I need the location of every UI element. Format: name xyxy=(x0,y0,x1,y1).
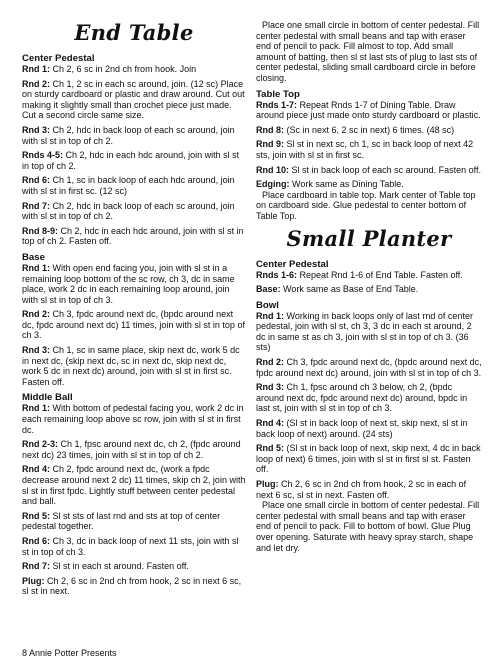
middle-ball-heading: Middle Ball xyxy=(22,392,73,404)
end-table-title: End Table xyxy=(74,20,194,45)
instruction-paragraph: Rnd 4: Ch 2, fpdc around next dc, (work a fpdc decrease around next 2 dc) 11 times, skip ch 2, join with sl st in first fpdc. Lightly stuff between center pedestal and ball. xyxy=(22,464,246,507)
right-column xyxy=(256,20,482,557)
instruction-paragraph: Place cardboard in table top. Mark center of Table top on cardboard side. Glue pedestal to center bottom of Table Top. xyxy=(256,189,476,221)
instruction-paragraph: Rnd 8: (Sc in next 6, 2 sc in next) 6 times. (48 sc) xyxy=(256,124,455,135)
instruction-paragraph: Rnd 6: Ch 1, sc in back loop of each hdc around, join with sl st in first sc. (12 sc) xyxy=(22,175,235,196)
instruction-paragraph: Rnd 2: Ch 3, fpdc around next dc, (bpdc around next dc, fpdc around next dc) 11 times, join with sl st in top of ch 3. xyxy=(22,309,245,341)
instruction-paragraph: Rnds 4-5: Ch 2, hdc in each hdc around, join with sl st in top of ch 2. xyxy=(22,150,240,171)
instruction-paragraph: Rnd 7: Ch 2, hdc in back loop of each sc around, join with sl st in top of ch 2. xyxy=(22,200,235,222)
instruction-paragraph: Rnd 7: Sl st in each st around. Fasten off. xyxy=(22,561,189,572)
instruction-paragraph: Plug: Ch 2, 6 sc in 2nd ch from hook, 2 sc in each of next 6 sc, sl st in next. Fasten off. xyxy=(256,479,467,500)
instruction-paragraph: Rnd 1: With bottom of pedestal facing you, work 2 dc in each remaining loop above sc row, join with sl st in first dc. xyxy=(22,403,244,435)
instruction-paragraph: Rnd 8-9: Ch 2, hdc in each hdc around, join with sl st in top of ch 2. Fasten off. xyxy=(22,225,244,247)
instruction-paragraph: Rnd 2: Ch 3, fpdc around next dc, (bpdc around next dc, fpdc around next dc) around, join with sl st in top of ch 3. xyxy=(256,357,482,378)
table-top-heading: Table Top xyxy=(256,88,300,100)
center-pedestal-heading: Center Pedestal xyxy=(22,53,95,64)
instruction-paragraph: Rnds 1-6: Repeat Rnd 1-6 of End Table. Fasten off. xyxy=(256,269,463,280)
bowl-heading: Bowl xyxy=(256,299,279,311)
instruction-paragraph: Edging: Work same as Dining Table. xyxy=(256,179,404,190)
instruction-paragraph: Rnd 4: (Sl st in back loop of next st, skip next, sl st in back loop of next) around. (24 sts) xyxy=(256,418,468,439)
instruction-paragraph: Rnd 10: Sl st in back loop of each sc around. Fasten off. xyxy=(256,164,481,175)
instruction-paragraph: Rnd 1: Working in back loops only of last rnd of center pedestal, join with sl st, ch 3, 3 dc in each st around, 2 dc in same st as ch 3, join with sl st in top of ch 3. (36 sts) xyxy=(256,310,473,353)
instruction-paragraph: Rnd 2-3: Ch 1, fpsc around next dc, ch 2, (fpdc around next dc) 23 times, join with sl st in top of ch 2. xyxy=(22,439,241,460)
instruction-paragraph: Plug: Ch 2, 6 sc in 2nd ch from hook, 2 sc in next 6 sc, sl st in next. xyxy=(22,575,242,597)
small-planter-title: Small Planter xyxy=(286,225,452,251)
instruction-paragraph: Rnds 1-7: Repeat Rnds 1-7 of Dining Table. Draw around piece just made onto sturdy cardboard or plastic. xyxy=(256,99,481,121)
instruction-paragraph: Rnd 3: Ch 1, sc in same place, skip next dc, work 5 dc in next dc, (skip next dc, sc in next dc, skip next dc, work 5 dc in next dc) around, join with sl st in first sc. Fasten off. xyxy=(22,345,240,387)
center-pedestal-heading: Center Pedestal xyxy=(256,258,329,270)
instruction-paragraph: Place one small circle in bottom of center pedestal. Fill center pedestal with small beans and tap with eraser end of pencil to pack. Fill to bottom of bowl. Glue Plug over opening. Saturate with heavy spray starch, shape and let dry. xyxy=(256,500,480,553)
instruction-paragraph: Place one small circle in bottom of center pedestal. Fill center pedestal with small beans and tap with eraser end of pencil to pack. Fill almost to top. Add small amount of batting, then sl st last sts of plug to last sts of center pedestal, sliding small cardboard circle in before closing. xyxy=(256,20,480,83)
instruction-paragraph: Rnd 5: (Sl st in back loop of next, skip next, 4 dc in back loop of next) 6 times, join with sl st in first sl st. Fasten off. xyxy=(256,443,481,475)
instruction-paragraph: Rnd 3: Ch 2, hdc in back loop of each sc around, join with sl st in top of ch 2. xyxy=(22,124,235,146)
left-column xyxy=(22,20,246,601)
instruction-paragraph: Rnd 1: With open end facing you, join with sl st in a remaining loop bottom of the sc row, ch 3, dc in same place, work 2 dc in each remaining loop around, join with sl st in top of ch 3. xyxy=(22,262,235,305)
instruction-paragraph: Rnd 5: Sl st sts of last rnd and sts at top of center pedestal together. xyxy=(22,510,221,532)
base-heading: Base xyxy=(22,251,45,263)
instruction-paragraph: Rnd 9: Sl st in next sc, ch 1, sc in back loop of next 42 sts, join with sl st in first sc. xyxy=(256,139,474,160)
instruction-paragraph: Rnd 1: Ch 2, 6 sc in 2nd ch from hook. Join xyxy=(22,64,197,74)
instruction-paragraph: Rnd 2: Ch 1, 2 sc in each sc around, join. (12 sc) Place on sturdy cardboard or plastic and draw around. Cut out making it slightly small than crochet piece just made. Cut a second circle same size. xyxy=(22,78,245,121)
page-footer: 8 Annie Potter Presents xyxy=(22,648,117,658)
instruction-paragraph: Base: Work same as Base of End Table. xyxy=(256,284,419,295)
instruction-paragraph: Rnd 6: Ch 3, dc in back loop of next 11 sts, join with sl st in top of ch 3. xyxy=(22,535,239,557)
instruction-paragraph: Rnd 3: Ch 1, fpsc around ch 3 below, ch 2, (bpdc around next dc, fpdc around next dc) around, bpdc in last st, join with sl st in top of ch 3. xyxy=(256,382,468,414)
